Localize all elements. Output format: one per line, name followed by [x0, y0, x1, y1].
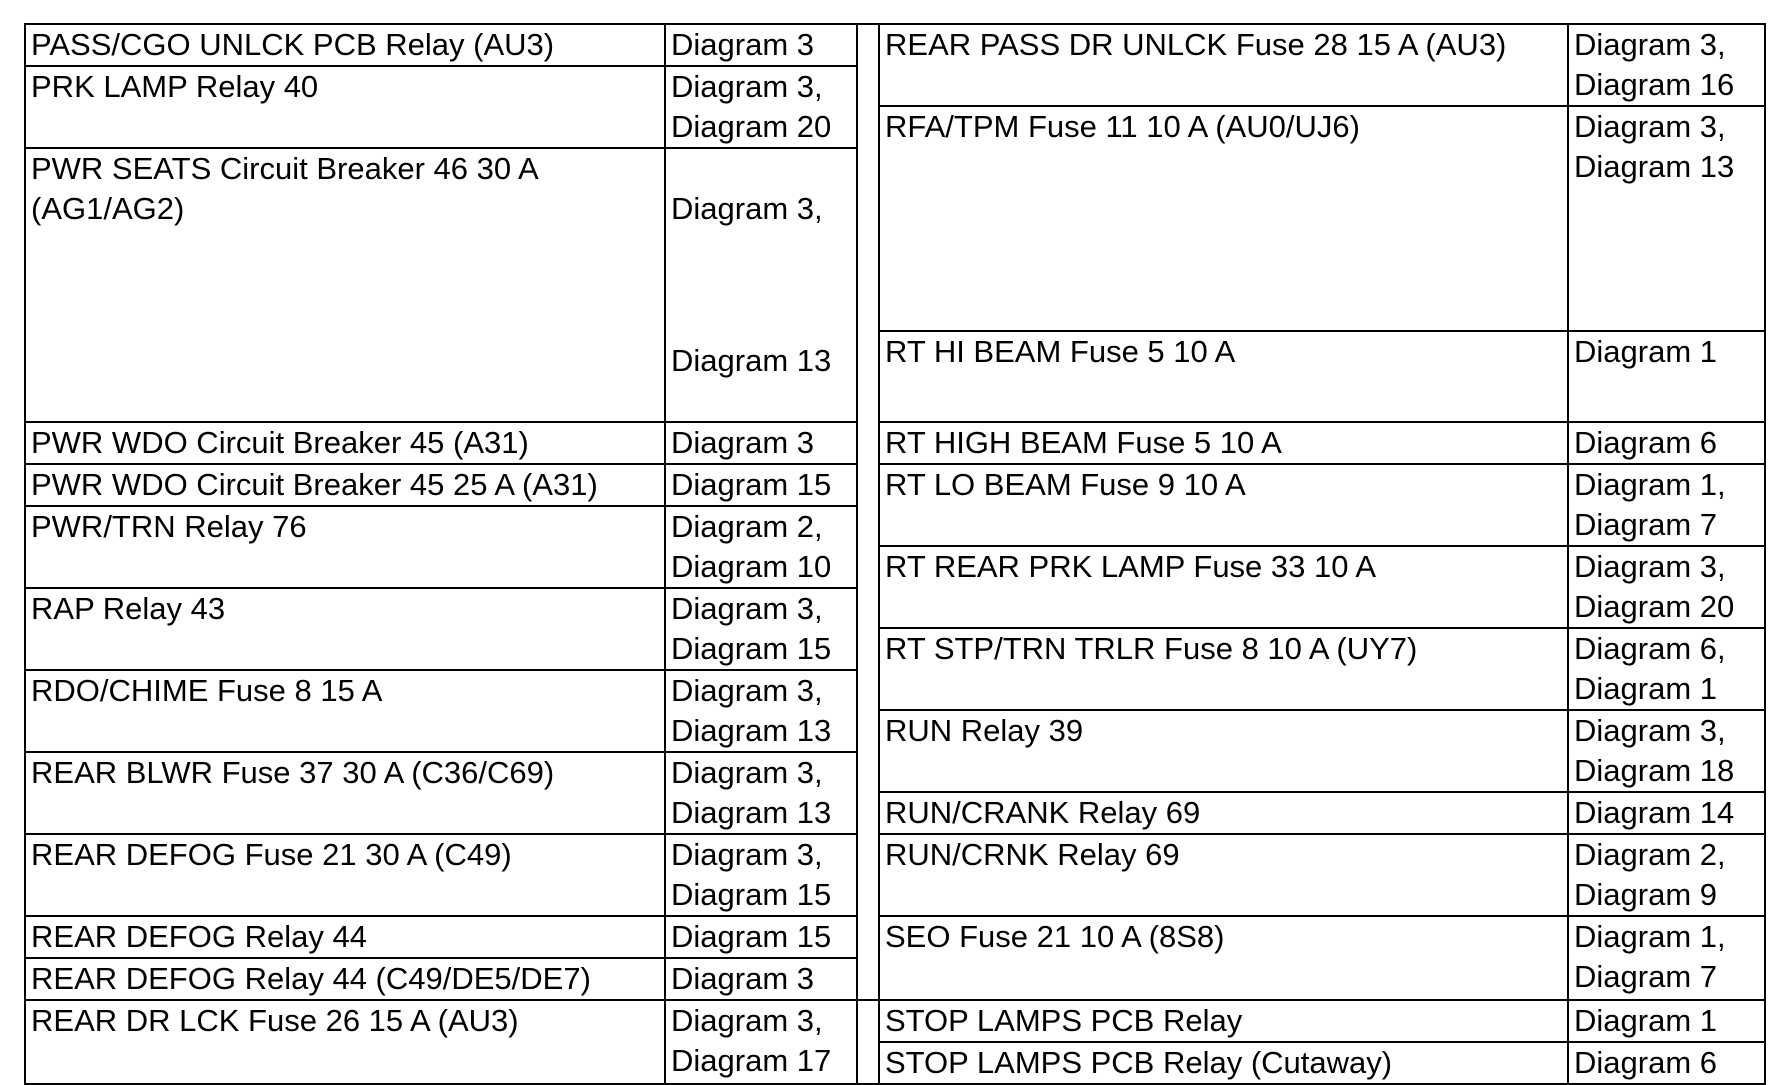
left-diagram-ref: Diagram 3, Diagram 20: [665, 66, 857, 148]
right-diagram-ref: Diagram 3, Diagram 13: [1568, 106, 1765, 331]
left-diagram-ref: Diagram 3: [665, 422, 857, 464]
left-diagram-ref: Diagram 3: [665, 958, 857, 1000]
right-item: RT STP/TRN TRLR Fuse 8 10 A (UY7): [879, 628, 1568, 710]
left-item: PWR/TRN Relay 76: [25, 506, 665, 588]
right-diagram-ref: Diagram 3, Diagram 20: [1568, 546, 1765, 628]
right-item: RUN/CRANK Relay 69: [879, 792, 1568, 834]
right-diagram-ref: Diagram 6: [1568, 1042, 1765, 1084]
left-diagram-ref: Diagram 3, Diagram 15: [665, 588, 857, 670]
right-item: RT HI BEAM Fuse 5 10 A: [879, 331, 1568, 422]
left-diagram-ref: Diagram 15: [665, 464, 857, 506]
left-item: PWR WDO Circuit Breaker 45 (A31): [25, 422, 665, 464]
right-diagram-ref: Diagram 1: [1568, 331, 1765, 422]
left-item: PWR WDO Circuit Breaker 45 25 A (A31): [25, 464, 665, 506]
right-item: SEO Fuse 21 10 A (8S8): [879, 916, 1568, 1000]
diagram-ref-line: Diagram 13: [671, 343, 832, 378]
right-item: RUN/CRNK Relay 69: [879, 834, 1568, 916]
column-divider: [857, 24, 879, 1000]
right-item: RT HIGH BEAM Fuse 5 10 A: [879, 422, 1568, 464]
left-item: REAR DEFOG Relay 44 (C49/DE5/DE7): [25, 958, 665, 1000]
right-item: RT REAR PRK LAMP Fuse 33 10 A: [879, 546, 1568, 628]
right-diagram-ref: Diagram 1, Diagram 7: [1568, 916, 1765, 1000]
right-diagram-ref: Diagram 2, Diagram 9: [1568, 834, 1765, 916]
right-diagram-ref: Diagram 6: [1568, 422, 1765, 464]
left-item: PASS/CGO UNLCK PCB Relay (AU3): [25, 24, 665, 66]
right-diagram-ref: Diagram 3, Diagram 18: [1568, 710, 1765, 792]
left-item: RDO/CHIME Fuse 8 15 A: [25, 670, 665, 752]
left-item: REAR DEFOG Relay 44: [25, 916, 665, 958]
left-item: PRK LAMP Relay 40: [25, 66, 665, 148]
component-index-table: [24, 23, 1766, 1085]
right-item: RFA/TPM Fuse 11 10 A (AU0/UJ6): [879, 106, 1568, 331]
left-diagram-ref: Diagram 3, Diagram 17: [665, 1000, 857, 1084]
right-diagram-ref: Diagram 1: [1568, 1000, 1765, 1042]
left-item: PWR SEATS Circuit Breaker 46 30 A (AG1/AG2): [25, 148, 665, 422]
right-item: STOP LAMPS PCB Relay: [879, 1000, 1568, 1042]
left-item: REAR DEFOG Fuse 21 30 A (C49): [25, 834, 665, 916]
right-diagram-ref: Diagram 1, Diagram 7: [1568, 464, 1765, 546]
right-diagram-ref: Diagram 14: [1568, 792, 1765, 834]
right-diagram-ref: Diagram 6, Diagram 1: [1568, 628, 1765, 710]
diagram-ref-gap: [671, 269, 851, 301]
right-item: REAR PASS DR UNLCK Fuse 28 15 A (AU3): [879, 24, 1568, 106]
right-item: RUN Relay 39: [879, 710, 1568, 792]
left-diagram-ref: [665, 148, 857, 422]
right-item: STOP LAMPS PCB Relay (Cutaway): [879, 1042, 1568, 1084]
left-diagram-ref: Diagram 3, Diagram 13: [665, 670, 857, 752]
left-diagram-ref: Diagram 3: [665, 24, 857, 66]
left-item: REAR BLWR Fuse 37 30 A (C36/C69): [25, 752, 665, 834]
left-item: RAP Relay 43: [25, 588, 665, 670]
left-diagram-ref: Diagram 3, Diagram 15: [665, 834, 857, 916]
left-diagram-ref: Diagram 3, Diagram 13: [665, 752, 857, 834]
column-divider: [857, 1000, 879, 1084]
right-diagram-ref: Diagram 3, Diagram 16: [1568, 24, 1765, 106]
left-item: REAR DR LCK Fuse 26 15 A (AU3): [25, 1000, 665, 1084]
right-item: RT LO BEAM Fuse 9 10 A: [879, 464, 1568, 546]
diagram-ref-line: Diagram 3,: [671, 191, 823, 226]
left-diagram-ref: Diagram 15: [665, 916, 857, 958]
left-diagram-ref: Diagram 2, Diagram 10: [665, 506, 857, 588]
